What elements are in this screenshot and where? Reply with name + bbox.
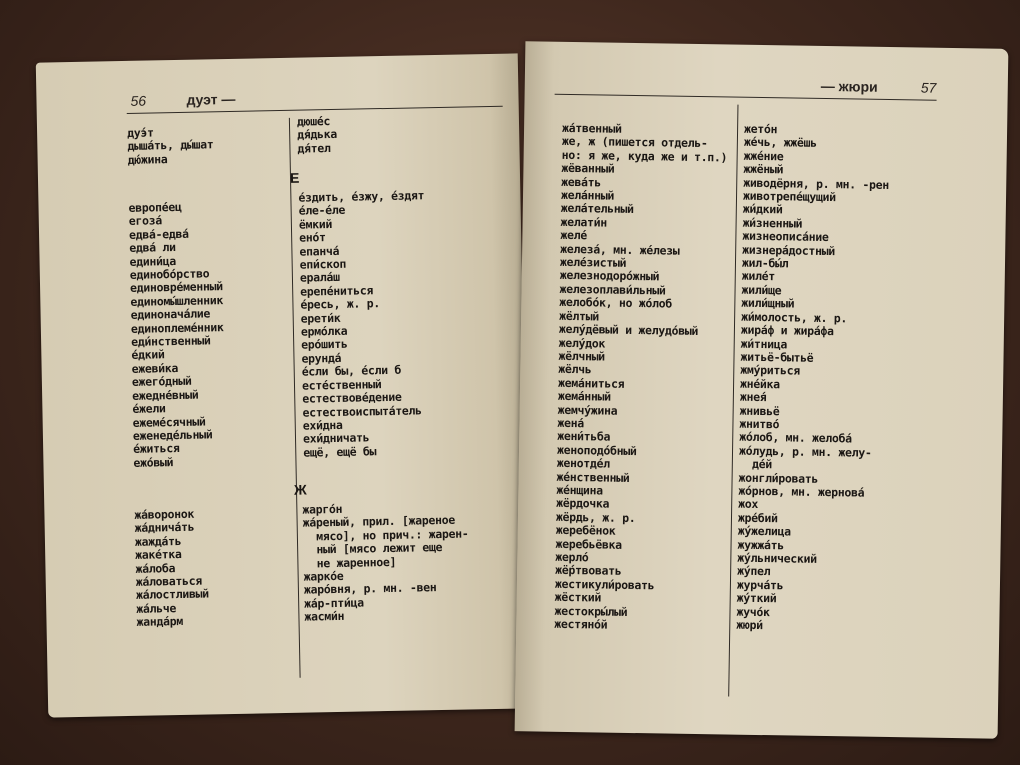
dictionary-entry: мясо], но прич.: жарен-: [302, 526, 469, 544]
dictionary-entry: жа́твенный: [561, 120, 622, 136]
dictionary-entry: жема́ниться: [557, 375, 625, 391]
dictionary-entry: е́дкий: [131, 347, 165, 363]
dictionary-entry: жму́риться: [740, 362, 801, 378]
dictionary-entry: жеребёнок: [555, 522, 616, 538]
dictionary-entry: естествове́дение: [302, 389, 402, 406]
dictionary-entry: же́чь, жжёшь: [743, 135, 817, 151]
dictionary-entry: жил-бы́л: [741, 255, 789, 271]
dictionary-entry: жизнера́достный: [742, 242, 836, 258]
dictionary-entry: есте́ственный: [301, 376, 382, 393]
page-number-right: 57: [920, 79, 937, 96]
left-book-page: [36, 53, 530, 717]
dictionary-entry: жа́реный, прил. [жареное: [302, 513, 456, 531]
dictionary-entry: е́житься: [133, 441, 180, 457]
dictionary-entry: жанда́рм: [136, 614, 184, 630]
running-head-left: дуэт —: [186, 90, 236, 108]
dictionary-entry: жестяно́й: [554, 616, 608, 632]
dictionary-entry: дюше́с: [296, 114, 331, 129]
dictionary-entry: жиле́т: [741, 269, 776, 284]
dictionary-entry: е́ресь, ж. р.: [300, 296, 381, 312]
dictionary-entry: жо́лоб, мн. желоба́: [739, 430, 852, 446]
header-rule-left: [127, 106, 503, 114]
dictionary-entry: жёванный: [561, 161, 615, 176]
running-head-right: — жюри: [820, 77, 878, 95]
dictionary-entry: епанча́: [299, 243, 340, 259]
dictionary-entry: ехи́дна: [302, 417, 343, 433]
right-book-page: [515, 41, 1009, 739]
dictionary-entry: еди́нственный: [131, 333, 211, 349]
dictionary-entry: е́сли бы, е́сли б: [301, 363, 402, 379]
dictionary-entry: жнея́: [739, 389, 767, 405]
dictionary-entry: жёлчь: [558, 362, 592, 377]
dictionary-entry: естествоиспыта́тель: [302, 402, 422, 420]
dictionary-entry: жё́ртвовать: [555, 563, 622, 579]
dictionary-entry: жёлтый: [559, 308, 600, 324]
dictionary-entry: живодёрня, р. мн. -рен: [743, 175, 890, 192]
dictionary-entry: жира́ф и жира́фа: [740, 322, 834, 339]
dictionary-entry: жаро́вня, р. мн. -вен: [303, 580, 437, 598]
dictionary-entry: жа́воронок: [134, 506, 195, 522]
dictionary-entry: жне́йка: [739, 376, 780, 392]
dictionary-entry: жарко́е: [303, 568, 344, 584]
section-letter-e: Е: [289, 169, 300, 186]
section-letter-zh: Ж: [293, 481, 307, 498]
dictionary-entry: же́нственный: [556, 469, 630, 485]
dictionary-entry: жже́ние: [743, 148, 784, 164]
dictionary-entry: жёлчный: [558, 348, 605, 364]
dictionary-entry: ежедне́вный: [132, 387, 199, 403]
dictionary-entry: желе́: [560, 228, 588, 243]
dictionary-entry: единовре́менный: [129, 279, 223, 296]
dictionary-entry: жето́н: [743, 121, 778, 137]
dictionary-entry: жучо́к: [736, 604, 770, 619]
dictionary-entry: еженеде́льный: [132, 427, 213, 443]
dictionary-entry: же́нщина: [556, 482, 603, 498]
dictionary-entry: жо́лудь, р. мн. желу-: [738, 443, 872, 460]
page-number-left: 56: [130, 92, 147, 109]
dictionary-entry: жа́лостливый: [135, 586, 209, 603]
dictionary-entry: ерунда́: [301, 350, 342, 366]
dictionary-entry: жили́щный: [741, 295, 795, 311]
dictionary-entry: ено́т: [299, 230, 326, 245]
dictionary-entry: жи́зненный: [742, 215, 803, 231]
dictionary-entry: жасми́н: [304, 609, 345, 624]
dictionary-entry: жа́лоба: [135, 560, 176, 576]
dictionary-entry: желе́зистый: [559, 254, 627, 270]
dictionary-entry: же, ж (пишется отдель-: [561, 134, 708, 151]
dictionary-entry: егоза́: [128, 213, 163, 229]
dictionary-entry: епи́скоп: [299, 256, 347, 272]
dictionary-entry: жёрдочка: [556, 496, 610, 511]
dictionary-entry: ерала́ш: [299, 270, 340, 286]
dictionary-entry: е́жели: [132, 401, 166, 416]
dictionary-entry: жерло́: [555, 549, 589, 565]
dictionary-entry: жи́тница: [740, 336, 788, 351]
dictionary-entry: жа́днича́ть: [134, 520, 195, 536]
word-list-left-col2-e: [298, 189, 429, 459]
dictionary-entry: жа́ловаться: [135, 573, 203, 589]
dictionary-entry: едини́ца: [129, 253, 177, 269]
dictionary-entry: жемчу́жина: [557, 402, 618, 418]
dictionary-entry: желобо́к, но жо́лоб: [559, 295, 673, 311]
dictionary-entry: жа́льче: [136, 600, 177, 616]
dictionary-entry: дуэ́т: [126, 125, 154, 140]
dictionary-entry: жюри́: [736, 617, 763, 633]
dictionary-entry: железоплави́льный: [559, 281, 666, 298]
dictionary-entry: жева́ть: [561, 174, 602, 190]
dictionary-entry: ещё, ещё бы: [303, 443, 377, 460]
dictionary-entry: е́ле-е́ле: [298, 203, 346, 219]
word-list-left-col2-top: [297, 115, 338, 156]
dictionary-entry: дя́тел: [297, 140, 331, 156]
dictionary-entry: жужжа́ть: [737, 537, 785, 552]
word-list-left-col1-e: [128, 200, 226, 470]
dictionary-entry: ермо́лка: [300, 323, 348, 339]
dictionary-entry: ехи́дничать: [302, 430, 370, 446]
dictionary-entry: жела́тельный: [560, 201, 634, 217]
dictionary-entry: единонача́лие: [130, 306, 211, 323]
dictionary-entry: жу́льнический: [737, 550, 817, 566]
dictionary-entry: жонгли́ровать: [738, 470, 819, 486]
dictionary-entry: животрепе́щущий: [742, 188, 836, 205]
header-rule-right: [555, 94, 937, 101]
dictionary-entry: единоплеме́нник: [130, 319, 224, 336]
dictionary-entry: желу́дёвый и желудо́вый: [558, 321, 699, 339]
dictionary-entry: ежего́дный: [131, 374, 192, 390]
word-list-right-col1: [554, 122, 728, 634]
dictionary-entry: желати́н: [560, 214, 608, 230]
word-list-left-col1-zh: [134, 507, 209, 629]
dictionary-entry: жёрдь, ж. р.: [555, 509, 636, 525]
dictionary-entry: жу́пел: [737, 564, 771, 579]
dictionary-entry: жена́: [557, 415, 585, 431]
dictionary-entry: единомы́шленник: [130, 292, 224, 309]
dictionary-entry: жаке́тка: [135, 547, 182, 563]
word-list-left-col2-zh: [302, 500, 470, 624]
dictionary-entry: жестокры́лый: [554, 603, 628, 619]
dictionary-entry: железнодоро́жный: [559, 268, 660, 284]
dictionary-entry: жу́ткий: [736, 590, 777, 606]
dictionary-entry: жизнеописа́ние: [742, 228, 829, 245]
dictionary-entry: ный [мясо лежит еще: [303, 540, 443, 557]
dictionary-entry: жела́нный: [560, 187, 615, 203]
dictionary-entry: не жаренное]: [303, 554, 397, 571]
dictionary-entry: ежеви́ка: [131, 360, 179, 376]
dictionary-entry: жнитво́: [739, 416, 780, 432]
dictionary-entry: жо́рнов, мн. жернова́: [738, 483, 865, 500]
dictionary-entry: единобо́рство: [129, 266, 210, 282]
dictionary-entry: едва́ ли: [129, 240, 176, 256]
dictionary-entry: европе́ец: [128, 199, 182, 215]
dictionary-entry: жнивьё: [739, 403, 780, 418]
dictionary-entry: желу́док: [558, 335, 606, 351]
dictionary-entry: жеребьёвка: [555, 536, 622, 552]
dictionary-entry: дыша́ть, ды́шат: [127, 137, 214, 154]
dictionary-entry: жёсткий: [554, 589, 602, 605]
dictionary-entry: жи́молость, ж. р.: [741, 309, 848, 326]
dictionary-entry: жи́дкий: [742, 202, 783, 217]
dictionary-entry: железа́, мн. же́лезы: [560, 241, 680, 258]
dictionary-entry: едва́-едва́: [128, 226, 189, 242]
dictionary-entry: женотде́л: [556, 455, 610, 471]
word-list-left-col1-top: [127, 125, 214, 167]
dictionary-entry: жестикули́ровать: [554, 576, 655, 593]
word-list-right-col2: [736, 123, 890, 635]
dictionary-entry: жжёный: [743, 161, 784, 177]
dictionary-entry: жа́р-пти́ца: [304, 595, 364, 611]
dictionary-entry: де́й: [738, 456, 773, 472]
dictionary-entry: ерети́к: [300, 310, 341, 326]
dictionary-entry: жажда́ть: [134, 533, 182, 549]
dictionary-entry: жема́нный: [557, 388, 611, 404]
dictionary-entry: жарго́н: [302, 501, 343, 517]
dictionary-entry: жох: [738, 497, 759, 512]
dictionary-entry: жили́ще: [741, 282, 782, 298]
dictionary-entry: ежо́вый: [133, 454, 174, 470]
dictionary-entry: журча́ть: [736, 577, 784, 593]
dictionary-entry: женоподо́бный: [556, 442, 637, 458]
dictionary-entry: ерепе́ниться: [300, 283, 374, 299]
dictionary-entry: жени́тьба: [557, 429, 611, 444]
dictionary-entry: житьё-бытьё: [740, 349, 814, 365]
dictionary-entry: ежеме́сячный: [132, 413, 206, 430]
dictionary-entry: е́здить, е́зжу, е́здят: [298, 188, 425, 205]
dictionary-entry: ёмкий: [298, 216, 333, 232]
dictionary-entry: но: я же, куда же и т.п.): [561, 147, 728, 165]
dictionary-entry: дю́жина: [127, 151, 168, 167]
dictionary-entry: дя́дька: [297, 127, 338, 143]
dictionary-entry: еро́шить: [301, 337, 348, 353]
dictionary-entry: жу́желица: [737, 523, 791, 539]
dictionary-entry: жре́бий: [737, 510, 778, 526]
